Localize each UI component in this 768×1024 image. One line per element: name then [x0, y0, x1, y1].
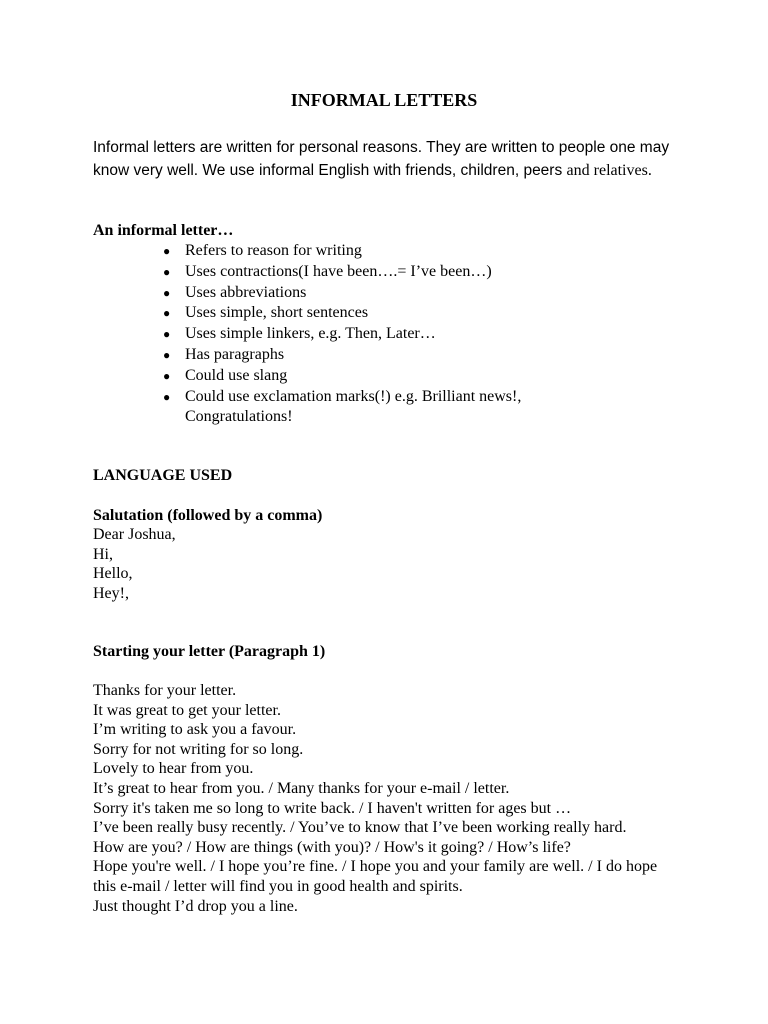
list-item: ● Uses contractions(I have been….= I’ve been…)	[163, 262, 643, 283]
salutation-heading: Salutation (followed by a comma)	[93, 507, 323, 524]
page-title: INFORMAL LETTERS	[290, 90, 478, 110]
bullet-icon: ●	[163, 264, 171, 279]
bullet-icon: ●	[163, 389, 171, 404]
list-item: Dear Joshua,	[93, 526, 176, 543]
intro-paragraph	[93, 136, 693, 182]
bullet-icon: ●	[163, 368, 171, 383]
list-item: Hi,	[93, 545, 113, 563]
language-heading: LANGUAGE USED	[93, 467, 233, 484]
list-item: Thanks for your letter.	[93, 682, 237, 699]
salutation-list	[93, 525, 693, 603]
list-item: ● Refers to reason for writing	[163, 241, 643, 262]
list-item: ● Uses abbreviations	[163, 283, 643, 304]
bullet-icon: ●	[163, 285, 171, 300]
list-item: How are you? / How are things (with you)? / How's it going? / How’s life?	[93, 838, 571, 856]
bullet-icon: ●	[163, 347, 171, 362]
list-item: I’ve been really busy recently. / You’ve to know that I’ve been working really hard.	[93, 819, 627, 837]
starting-list	[93, 681, 678, 916]
bullet-icon: ●	[163, 327, 171, 342]
list-item: Sorry it's taken me so long to write back. / I haven't written for ages but …	[93, 799, 572, 817]
list-item: Sorry for not writing for so long.	[93, 740, 304, 758]
list-item: ● Could use exclamation marks(!) e.g. Brilliant news!, Congratulations!	[163, 387, 522, 426]
intro-text: Informal letters are written for personal reasons. They are written to people one may know very well. We use informal English with friends, children, peers	[93, 139, 670, 179]
intro-text-end: and relatives.	[566, 162, 652, 179]
list-item: ● Could use slang	[163, 366, 643, 387]
list-item: It’s great to hear from you. / Many thanks for your e-mail / letter.	[93, 779, 510, 797]
list-item: Just thought I’d drop you a line.	[93, 897, 298, 915]
list-item: Hope you're well. / I hope you’re fine. / I hope you and your family are well. / I do hope this e-mail / letter will find you in good health and spirits.	[93, 858, 658, 895]
list-item: ● Uses simple, short sentences	[163, 303, 643, 324]
bullet-icon: ●	[163, 306, 171, 321]
features-list	[163, 241, 643, 428]
list-item: It was great to get your letter.	[93, 701, 281, 719]
list-item: Hey!,	[93, 584, 129, 602]
features-heading: An informal letter…	[93, 222, 234, 239]
list-item: Hello,	[93, 565, 133, 583]
list-item: ● Has paragraphs	[163, 345, 643, 366]
list-item: Lovely to hear from you.	[93, 760, 254, 778]
list-item: I’m writing to ask you a favour.	[93, 721, 297, 739]
list-item: ● Uses simple linkers, e.g. Then, Later…	[163, 324, 643, 345]
starting-heading: Starting your letter (Paragraph 1)	[93, 643, 326, 660]
bullet-icon: ●	[163, 244, 171, 258]
